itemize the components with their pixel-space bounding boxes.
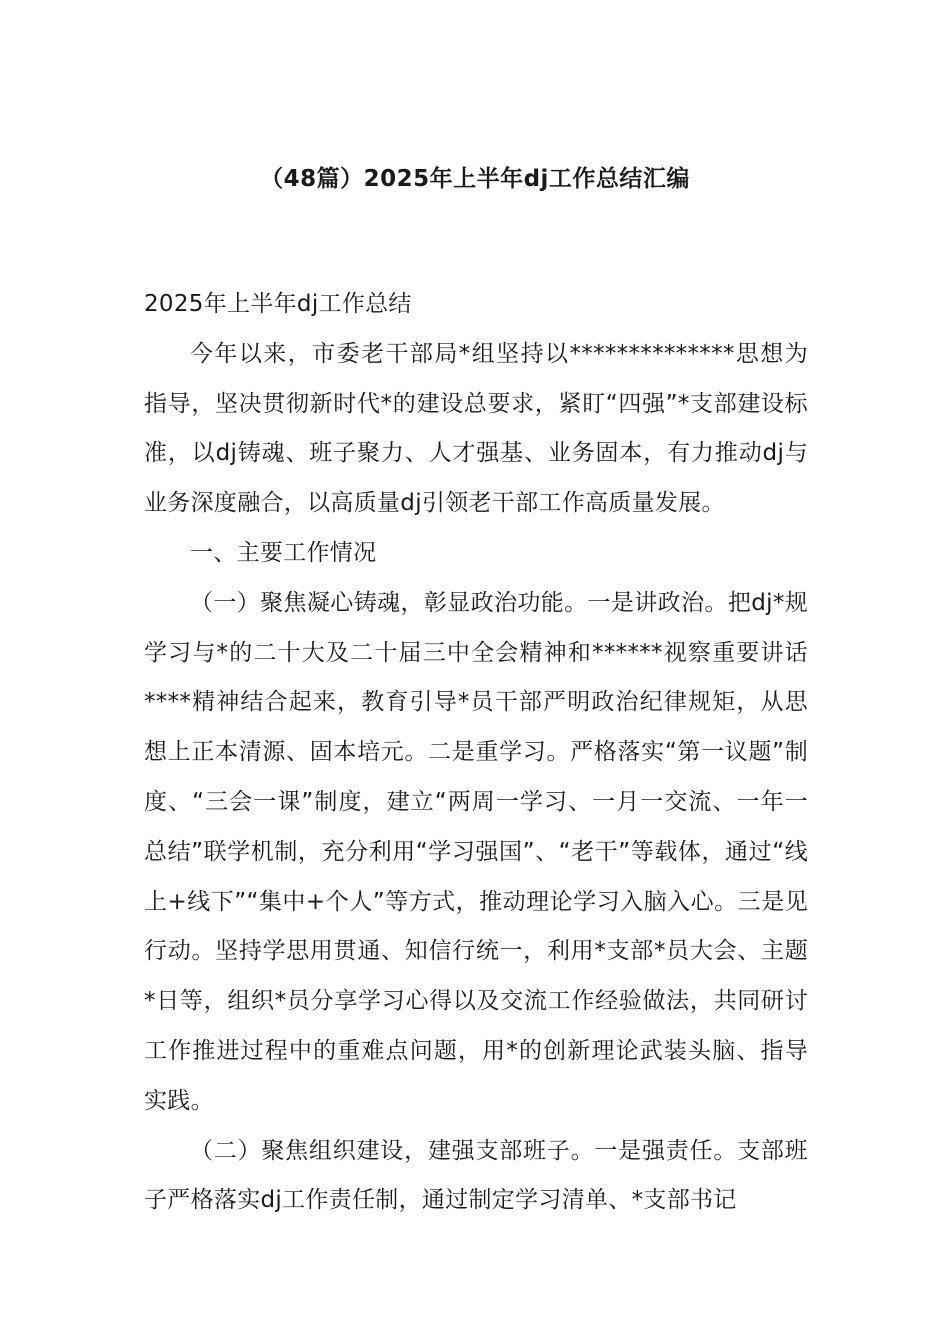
section-subtitle: 2025年上半年dj工作总结: [144, 291, 412, 317]
body-paragraph: （二）聚焦组织建设，建强支部班子。一是强责任。支部班子严格落实dj工作责任制，通过制定学习清单、*支部书记: [144, 1137, 808, 1214]
body-paragraph: （一）聚焦凝心铸魂，彰显政治功能。一是讲政治。把dj*规学习与*的二十大及二十届三中全会精神和******视察重要讲话****精神结合起来，教育引导*员干部严明政治纪律规矩，从思想上正本清源、固本培元。二是重学习。严格落实“第一议题”制度、“三会一课”制度，建立“两周一学习、一月一交流、一年一总结”联学机制，充分利用“学习强国”、“老干”等载体，通过“线上+线下”“集中+个人”等方式，推动理论学习入脑入心。三是见行动。坚持学思用贯通、知信行统一，利用*支部*员大会、主题*日等，组织*员分享学习心得以及交流工作经验做法，共同研讨工作推进过程中的重难点问题，用*的创新理论武装头脑、指导实践。: [144, 589, 808, 1114]
document-body: [144, 280, 808, 1226]
document-title: （48篇）2025年上半年dj工作总结汇编: [260, 166, 690, 192]
intro-paragraph: 今年以来，市委老干部局*组坚持以**************思想为指导，坚决贯彻新时代*的建设总要求，紧盯“四强”*支部建设标准，以dj铸魂、班子聚力、人才强基、业务固本，有力推动dj与业务深度融合，以高质量dj引领老干部工作高质量发展。: [144, 340, 808, 517]
section-heading: 一、主要工作情况: [190, 539, 377, 566]
